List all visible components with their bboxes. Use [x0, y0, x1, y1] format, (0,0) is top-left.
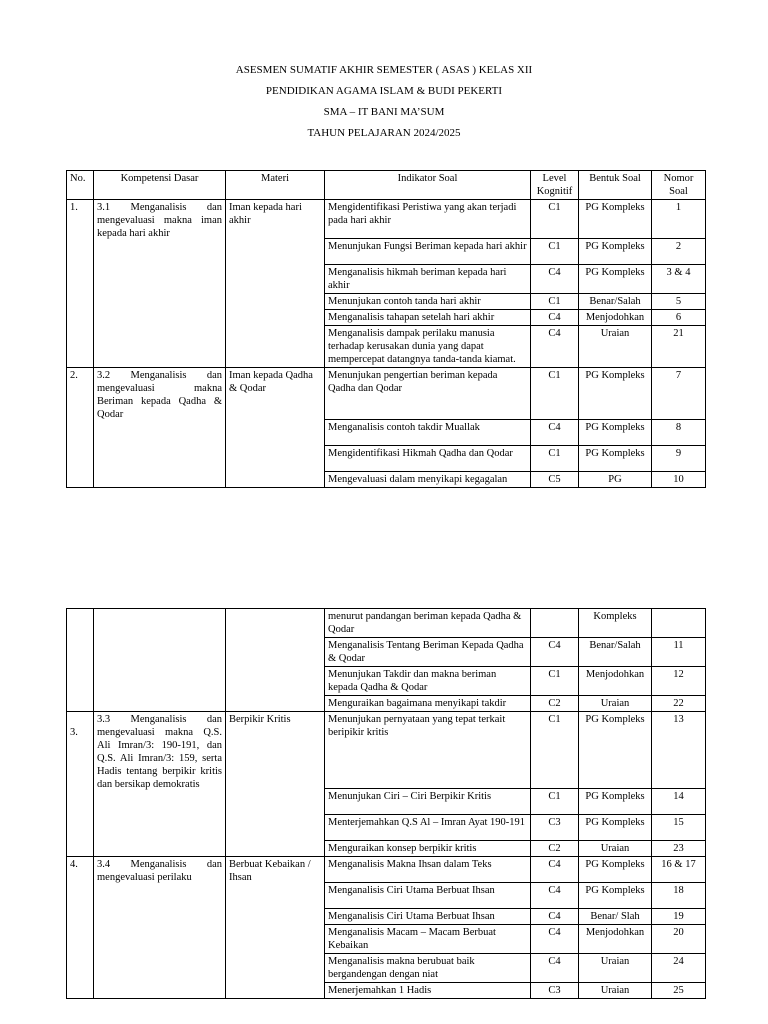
bentuk: PG Kompleks	[579, 200, 652, 239]
col-materi: Materi	[226, 171, 325, 200]
indikator: Menunjukan Fungsi Beriman kepada hari akhir	[325, 239, 531, 265]
level: C1	[531, 294, 579, 310]
bentuk: Uraian	[579, 954, 652, 983]
level: C3	[531, 983, 579, 999]
bentuk: PG Kompleks	[579, 368, 652, 420]
bentuk: PG Kompleks	[579, 815, 652, 841]
nomor: 8	[652, 420, 706, 446]
level	[531, 609, 579, 638]
indikator: Menunjukan pernyataan yang tepat terkait beripikir kritis	[325, 712, 531, 789]
kd-text: 3.1 Menganalisis dan mengevaluasi makna iman kepada hari akhir	[94, 200, 226, 368]
level: C4	[531, 857, 579, 883]
materi-text: Berpikir Kritis	[226, 712, 325, 857]
level: C2	[531, 841, 579, 857]
kisi-kisi-table-page-2	[66, 608, 706, 999]
indikator: Menunjukan Takdir dan makna beriman kepada Qadha & Qodar	[325, 667, 531, 696]
level: C4	[531, 310, 579, 326]
bentuk: Benar/Salah	[579, 638, 652, 667]
nomor: 3 & 4	[652, 265, 706, 294]
col-no: No.	[67, 171, 94, 200]
indikator: Menunjukan Ciri – Ciri Berpikir Kritis	[325, 789, 531, 815]
level: C1	[531, 712, 579, 789]
kd-text-continued	[94, 609, 226, 712]
col-bentuk: Bentuk Soal	[579, 171, 652, 200]
col-kompetensi-dasar: Kompetensi Dasar	[94, 171, 226, 200]
level: C4	[531, 925, 579, 954]
header-school: SMA – IT BANI MA’SUM	[323, 106, 445, 118]
indikator: Menganalisis Tentang Beriman Kepada Qadha & Qodar	[325, 638, 531, 667]
table-row	[67, 857, 706, 883]
bentuk: Menjodohkan	[579, 667, 652, 696]
level: C5	[531, 472, 579, 488]
indikator: Menterjemahkan Q.S Al – Imran Ayat 190-191	[325, 815, 531, 841]
indikator: Mengidentifikasi Hikmah Qadha dan Qodar	[325, 446, 531, 472]
bentuk: PG Kompleks	[579, 420, 652, 446]
kisi-kisi-table-page-1	[66, 170, 706, 488]
nomor: 11	[652, 638, 706, 667]
nomor: 18	[652, 883, 706, 909]
nomor: 16 & 17	[652, 857, 706, 883]
nomor: 20	[652, 925, 706, 954]
materi-text: Berbuat Kebaikan / Ihsan	[226, 857, 325, 999]
indikator: Menganalisis hikmah beriman kepada hari akhir	[325, 265, 531, 294]
level: C4	[531, 883, 579, 909]
header-subject: PENDIDIKAN AGAMA ISLAM & BUDI PEKERTI	[265, 85, 503, 97]
level: C4	[531, 954, 579, 983]
bentuk: Kompleks	[579, 609, 652, 638]
nomor: 24	[652, 954, 706, 983]
kd-text: 3.4 Menganalisis dan mengevaluasi perilaku	[94, 857, 226, 999]
level: C4	[531, 909, 579, 925]
level: C1	[531, 446, 579, 472]
nomor: 9	[652, 446, 706, 472]
indikator: Menganalisis tahapan setelah hari akhir	[325, 310, 531, 326]
table-row	[67, 609, 706, 638]
table-header-row	[67, 171, 706, 200]
level: C1	[531, 239, 579, 265]
nomor	[652, 609, 706, 638]
kd-number-continued	[67, 609, 94, 712]
bentuk: Uraian	[579, 841, 652, 857]
nomor: 13	[652, 712, 706, 789]
level: C1	[531, 200, 579, 239]
level: C1	[531, 789, 579, 815]
bentuk: PG Kompleks	[579, 265, 652, 294]
bentuk: PG Kompleks	[579, 789, 652, 815]
bentuk: PG	[579, 472, 652, 488]
indikator: Menganalisis makna berubuat baik bergandengan dengan niat	[325, 954, 531, 983]
indikator: Menganalisis Ciri Utama Berbuat Ihsan	[325, 909, 531, 925]
materi-text: Iman kepada hari akhir	[226, 200, 325, 368]
nomor: 6	[652, 310, 706, 326]
level: C4	[531, 265, 579, 294]
header-title: ASESMEN SUMATIF AKHIR SEMESTER ( ASAS ) KELAS XII	[235, 64, 533, 76]
level: C3	[531, 815, 579, 841]
header-year: TAHUN PELAJARAN 2024/2025	[307, 127, 461, 139]
bentuk: Uraian	[579, 326, 652, 368]
bentuk: Benar/Salah	[579, 294, 652, 310]
kd-number: 1.	[67, 200, 94, 368]
level: C1	[531, 368, 579, 420]
level: C2	[531, 696, 579, 712]
col-indikator: Indikator Soal	[325, 171, 531, 200]
materi-text-continued	[226, 609, 325, 712]
materi-text: Iman kepada Qadha & Qodar	[226, 368, 325, 488]
indikator: Menunjukan pengertian beriman kepada Qadha dan Qodar	[325, 368, 531, 420]
nomor: 2	[652, 239, 706, 265]
kd-number: 2.	[67, 368, 94, 488]
bentuk: PG Kompleks	[579, 446, 652, 472]
nomor: 15	[652, 815, 706, 841]
level: C4	[531, 638, 579, 667]
document-header	[0, 60, 768, 144]
kd-text: 3.2 Menganalisis dan mengevaluasi makna Beriman kepada Qadha & Qodar	[94, 368, 226, 488]
indikator: Menguraikan konsep berpikir kritis	[325, 841, 531, 857]
col-level: Level Kognitif	[531, 171, 579, 200]
nomor: 14	[652, 789, 706, 815]
indikator: Menunjukan contoh tanda hari akhir	[325, 294, 531, 310]
table-row	[67, 712, 706, 789]
kd-text: 3.3 Menganalisis dan mengevaluasi makna Q.S. Ali Imran/3: 190-191, dan Q.S. Ali Imran/3: 159, serta Hadis tentang berpikir kritis dan bersikap demokratis	[94, 712, 226, 857]
nomor: 10	[652, 472, 706, 488]
table-row	[67, 200, 706, 239]
bentuk: PG Kompleks	[579, 883, 652, 909]
nomor: 22	[652, 696, 706, 712]
indikator: Menganalisis dampak perilaku manusia terhadap kerusakan dunia yang dapat mempercepat datangnya tanda-tanda kiamat.	[325, 326, 531, 368]
indikator: Mengevaluasi dalam menyikapi kegagalan	[325, 472, 531, 488]
bentuk: Benar/ Slah	[579, 909, 652, 925]
indikator: Menerjemahkan 1 Hadis	[325, 983, 531, 999]
bentuk: Menjodohkan	[579, 310, 652, 326]
nomor: 25	[652, 983, 706, 999]
col-nomor: Nomor Soal	[652, 171, 706, 200]
level: C4	[531, 326, 579, 368]
bentuk: Uraian	[579, 696, 652, 712]
level: C4	[531, 420, 579, 446]
indikator: Menganalisis Macam – Macam Berbuat Kebaikan	[325, 925, 531, 954]
table-row	[67, 368, 706, 420]
nomor: 1	[652, 200, 706, 239]
nomor: 5	[652, 294, 706, 310]
bentuk: Menjodohkan	[579, 925, 652, 954]
nomor: 19	[652, 909, 706, 925]
bentuk: PG Kompleks	[579, 857, 652, 883]
bentuk: Uraian	[579, 983, 652, 999]
nomor: 7	[652, 368, 706, 420]
indikator: menurut pandangan beriman kepada Qadha & Qodar	[325, 609, 531, 638]
nomor: 21	[652, 326, 706, 368]
indikator: Mengidentifikasi Peristiwa yang akan terjadi pada hari akhir	[325, 200, 531, 239]
nomor: 23	[652, 841, 706, 857]
nomor: 12	[652, 667, 706, 696]
indikator: Menguraikan bagaimana menyikapi takdir	[325, 696, 531, 712]
bentuk: PG Kompleks	[579, 712, 652, 789]
kd-number: 4.	[67, 857, 94, 999]
level: C1	[531, 667, 579, 696]
indikator: Menganalisis Ciri Utama Berbuat Ihsan	[325, 883, 531, 909]
indikator: Menganalisis Makna Ihsan dalam Teks	[325, 857, 531, 883]
kd-number: 3.	[67, 712, 94, 857]
bentuk: PG Kompleks	[579, 239, 652, 265]
indikator: Menganalisis contoh takdir Muallak	[325, 420, 531, 446]
